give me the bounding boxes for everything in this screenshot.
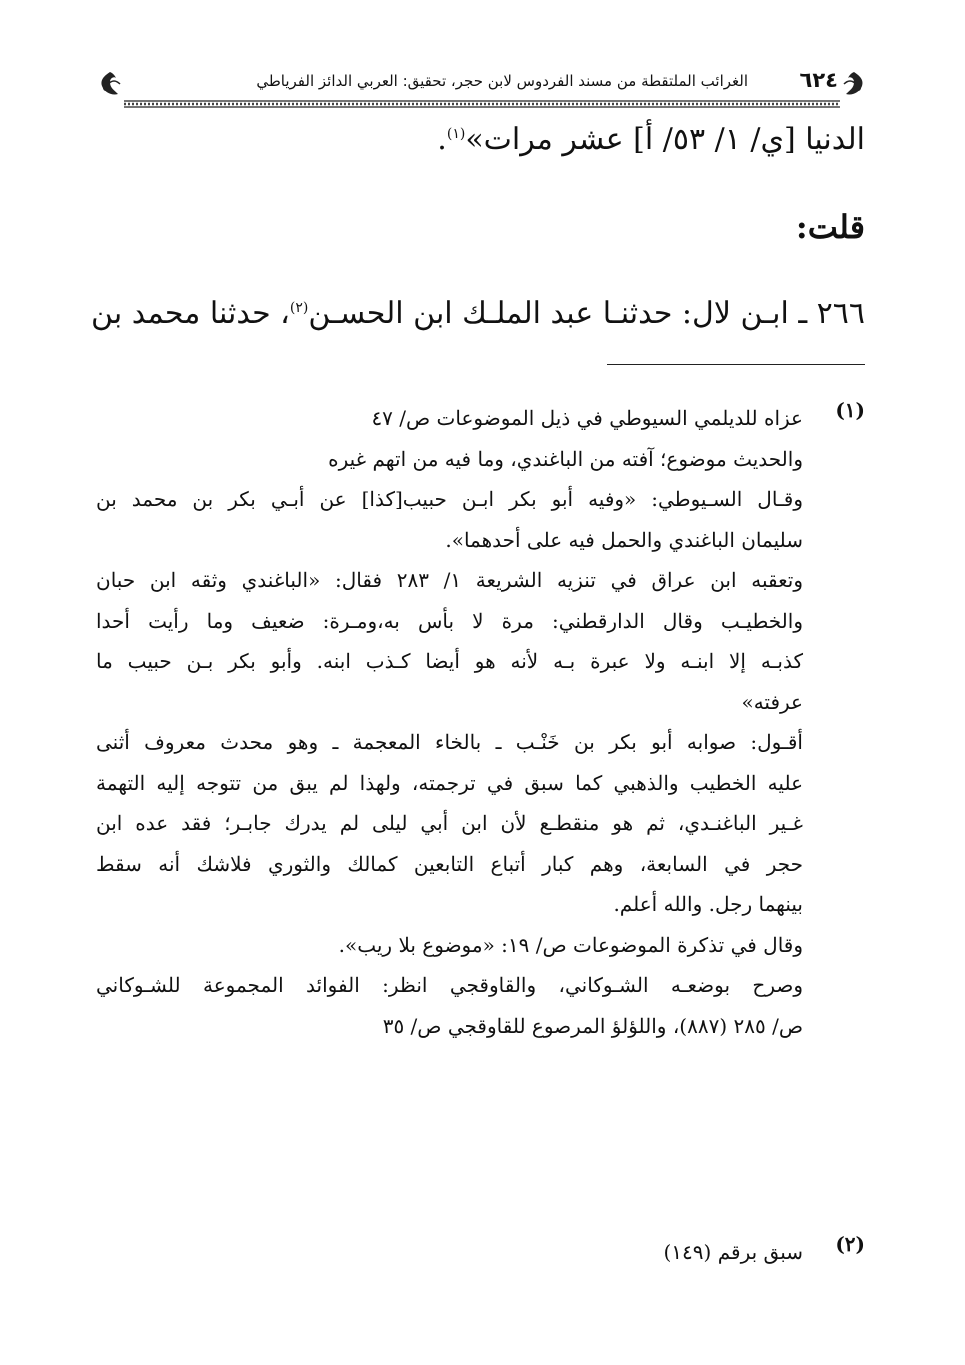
footnote-ref-2[interactable]: (٢) xyxy=(289,300,309,316)
footnote-body xyxy=(96,1232,803,1273)
footnote-line: عرفته» xyxy=(741,689,803,714)
hadith-text: ٢٦٦ ـ ابـن لال: حدثنـا عبد الملـك ابن الحسـن xyxy=(308,296,865,331)
footnote-line: ص/ ٢٨٥ (٨٨٧)، واللؤلؤ المرصوع للقاوقجي ص/ ٣٥ xyxy=(382,1013,803,1038)
footnote-number: (١) xyxy=(835,398,865,422)
footnote-line: عليه الخطيب والذهبي كما سبق في ترجمته، ولهذا لم يبق من تتوجه إليه التهمة xyxy=(96,770,803,795)
footnote-line: كذبـه إلا ابنـه ولا عبرة بـه لأنه هو أيضا كـذب ابنه. وأبو بكر بـن حبيب ما xyxy=(96,649,804,673)
footnote-line: وقال في تذكرة الموضوعات ص/ ١٩: «موضوع بلا ريب». xyxy=(338,932,803,957)
section-heading: قلت: xyxy=(795,208,865,246)
footnote-line: وصرح بوضعـه الشـوكاني، والقاوقجي انظر: الفوائد المجموعة للشـوكاني xyxy=(96,973,803,997)
hadith-text-continued: ، حدثنا محمد بن xyxy=(91,296,290,331)
footnote-line: والحديث موضوع؛ آفته من الباغندي، وما فيه من اتهم غيره xyxy=(328,446,803,471)
footnote-1 xyxy=(96,398,865,1046)
footnote-line: وقـال السـيوطي: «وفيه أبو بكر ابـن حبيب[كذا] عن أبـي بكر بن محمد بن xyxy=(96,487,803,511)
footnote-ref-1[interactable]: (١) xyxy=(446,126,466,142)
main-text-line-1 xyxy=(96,122,865,157)
footnote-line: سليمان الباغندي والحمل فيه على أحدهما». xyxy=(445,527,803,552)
page-number: ٦٢٤ xyxy=(799,68,838,92)
ornament-left-icon xyxy=(96,70,124,98)
footnote-body xyxy=(96,398,803,1046)
footnote-line: عزاه للديلمي السيوطي في ذيل الموضوعات ص/ ٤٧ xyxy=(371,406,803,430)
running-title: الغرائب الملتقطة من مسند الفردوس لابن حجر، تحقيق: العربي الدائز الفرياطي xyxy=(256,72,748,90)
footnote-2 xyxy=(96,1232,865,1273)
footnote-line: والخطيـب وقال الدارقطني: مرة لا بأس به،ومـرة: ضعيف وما رأيت أحدا xyxy=(96,608,803,633)
footnote-separator xyxy=(607,364,865,365)
footnote-line: وتعقبه ابن عراق في تنزيه الشريعة ١/ ٢٨٣ فقال: «الباغندي وثقه ابن حبان xyxy=(96,568,803,592)
sentence-end: . xyxy=(437,122,447,157)
hadith-266-line xyxy=(91,296,865,331)
footnote-number: (٢) xyxy=(835,1232,865,1256)
footnote-line: غـير الباغنـدي، ثم هو منقطـع لأن ابن أبي ليلى لم يدرك جابـر؛ فقد عده ابن xyxy=(96,811,803,835)
footnote-line: سبق برقم (١٤٩) xyxy=(663,1240,803,1264)
main-text: الدنيا [ي/ ١/ ٥٣/ أ] عشر مرات» xyxy=(465,122,865,157)
header-rule xyxy=(124,100,840,108)
ornament-right-icon xyxy=(840,70,868,98)
footnote-line: حجر في السابعة، وهم كبار أتباع التابعين كمالك والثوري فلاشك أنه سقط xyxy=(96,851,803,876)
footnote-line: أقـول: صوابه أبو بكر بن خَنْـب ـ بالخاء المعجمة ـ وهو محدث معروف أثنى xyxy=(96,730,803,754)
running-header xyxy=(96,66,868,110)
footnote-line: بينهما رجل. والله أعلم. xyxy=(613,892,803,916)
